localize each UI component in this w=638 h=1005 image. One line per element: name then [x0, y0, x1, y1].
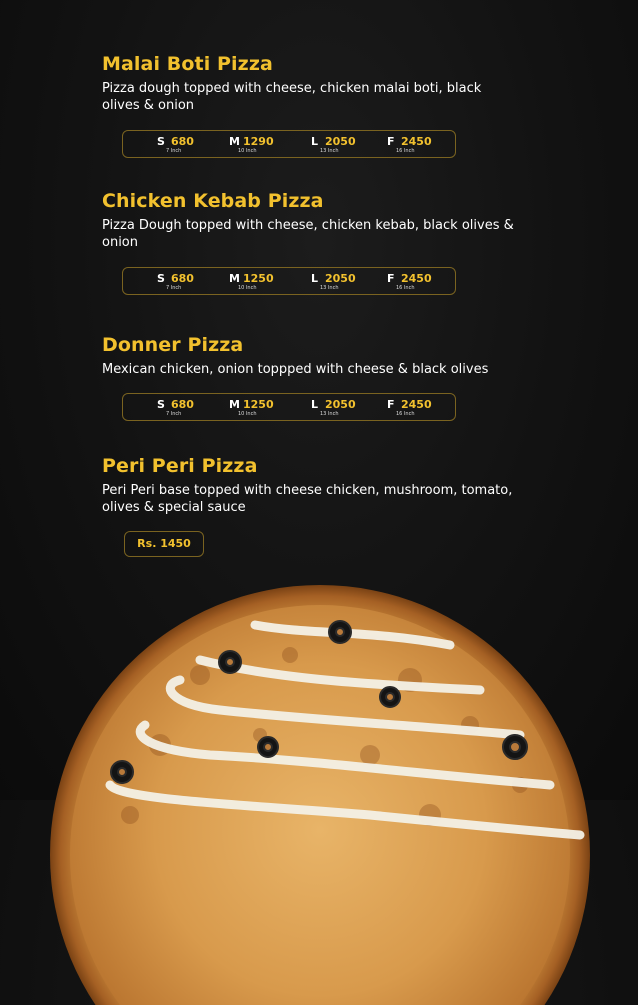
- item-description: Mexican chicken, onion toppped with cheese & black olives: [102, 362, 489, 377]
- item-title: Donner Pizza: [102, 334, 244, 356]
- size-s: [157, 135, 227, 157]
- size-inch: 10 Inch: [238, 411, 257, 417]
- size-inch: 10 Inch: [238, 148, 257, 154]
- menu-item-peri-peri: [102, 455, 542, 550]
- size-m: [229, 398, 299, 420]
- size-inch: 16 Inch: [396, 148, 415, 154]
- size-letter: L: [311, 272, 319, 285]
- size-price: 2450: [401, 135, 432, 148]
- menu-item-chicken-kebab: [102, 190, 542, 291]
- item-description: Peri Peri base topped with cheese chicken, mushroom, tomato, olives & special sauce: [102, 483, 513, 515]
- size-inch: 7 Inch: [166, 285, 182, 291]
- item-description: Pizza Dough topped with cheese, chicken kebab, black olives & onion: [102, 218, 514, 250]
- size-inch: 7 Inch: [166, 411, 182, 417]
- size-price: 2050: [325, 272, 356, 285]
- size-letter: L: [311, 398, 319, 411]
- size-letter: F: [387, 135, 395, 148]
- size-price: 680: [171, 398, 194, 411]
- size-letter: L: [311, 135, 319, 148]
- pizza-image: [50, 585, 610, 1005]
- menu-item-donner: [102, 334, 542, 417]
- size-price: 680: [171, 272, 194, 285]
- size-letter: M: [229, 135, 240, 148]
- menu-item-malai-boti: [102, 53, 542, 154]
- size-letter: S: [157, 272, 165, 285]
- size-inch: 13 Inch: [320, 285, 339, 291]
- size-letter: F: [387, 398, 395, 411]
- size-inch: 13 Inch: [320, 411, 339, 417]
- size-price: 2050: [325, 135, 356, 148]
- size-inch: 7 Inch: [166, 148, 182, 154]
- size-inch: 13 Inch: [320, 148, 339, 154]
- size-inch: 10 Inch: [238, 285, 257, 291]
- size-letter: S: [157, 135, 165, 148]
- size-price: 680: [171, 135, 194, 148]
- size-m: [229, 135, 299, 157]
- size-letter: M: [229, 272, 240, 285]
- size-letter: F: [387, 272, 395, 285]
- item-description: Pizza dough topped with cheese, chicken malai boti, black olives & onion: [102, 81, 482, 113]
- size-price: 1290: [243, 135, 274, 148]
- item-title: Chicken Kebab Pizza: [102, 190, 324, 212]
- size-letter: S: [157, 398, 165, 411]
- size-s: [157, 272, 227, 294]
- size-price: 2450: [401, 398, 432, 411]
- size-inch: 16 Inch: [396, 411, 415, 417]
- price-bar: [122, 267, 456, 295]
- price-bar: [122, 130, 456, 158]
- size-letter: M: [229, 398, 240, 411]
- size-s: [157, 398, 227, 420]
- size-f: [387, 135, 457, 157]
- size-inch: 16 Inch: [396, 285, 415, 291]
- size-f: [387, 398, 457, 420]
- price-pill: Rs. 1450: [124, 531, 204, 557]
- item-title: Peri Peri Pizza: [102, 455, 258, 477]
- size-l: [311, 272, 381, 294]
- size-m: [229, 272, 299, 294]
- size-price: 2050: [325, 398, 356, 411]
- price-bar: [122, 393, 456, 421]
- size-f: [387, 272, 457, 294]
- size-price: 1250: [243, 398, 274, 411]
- size-l: [311, 135, 381, 157]
- size-l: [311, 398, 381, 420]
- item-title: Malai Boti Pizza: [102, 53, 273, 75]
- size-price: 2450: [401, 272, 432, 285]
- size-price: 1250: [243, 272, 274, 285]
